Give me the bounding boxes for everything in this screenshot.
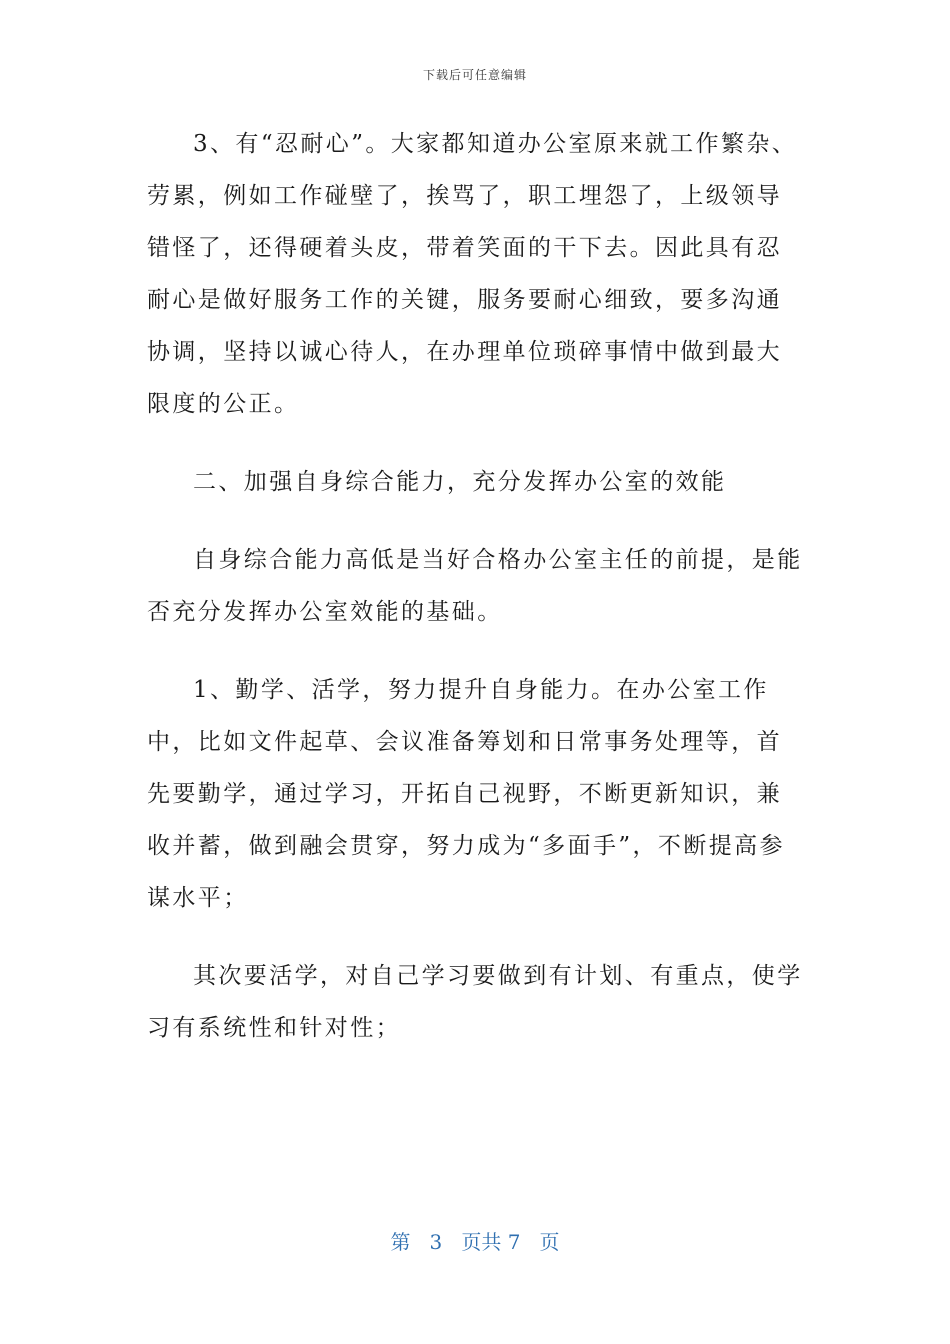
paragraph-ability-premise: 自身综合能力高低是当好合格办公室主任的前提，是能否充分发挥办公室效能的基础。 <box>147 547 803 625</box>
current-page-number: 3 <box>429 1230 443 1254</box>
page-footer <box>0 1226 950 1255</box>
total-pages: 7 <box>507 1230 521 1254</box>
section-heading: 二、加强自身综合能力，充分发挥办公室的效能 <box>193 469 727 495</box>
paragraph-diligent-study: 1、勤学、活学，努力提升自身能力。在办公室工作中，比如文件起草、会议准备筹划和日常事务处理等，首先要勤学，通过学习，开拓自己视野，不断更新知识，兼收并蓄，做到融会贯穿，努力成为“多面手”，不断提高参谋水平； <box>147 677 785 911</box>
footer-prefix: 第 <box>390 1230 411 1254</box>
footer-suffix: 页 <box>539 1230 560 1254</box>
paragraph-patience: 3、有“忍耐心”。大家都知道办公室原来就工作繁杂、劳累，例如工作碰壁了，挨骂了，职工埋怨了，上级领导错怪了，还得硬着头皮，带着笑面的干下去。因此具有忍耐心是做好服务工作的关键，服务要耐心细致，要多沟通协调，坚持以诚心待人，在办理单位琐碎事情中做到最大限度的公正。 <box>147 131 798 417</box>
paragraph-flexible-study: 其次要活学，对自己学习要做到有计划、有重点，使学习有系统性和针对性； <box>147 963 803 1041</box>
footer-middle: 页共 <box>461 1230 502 1254</box>
page-header: 下载后可任意编辑 <box>422 68 527 82</box>
document-body <box>147 118 807 1080</box>
